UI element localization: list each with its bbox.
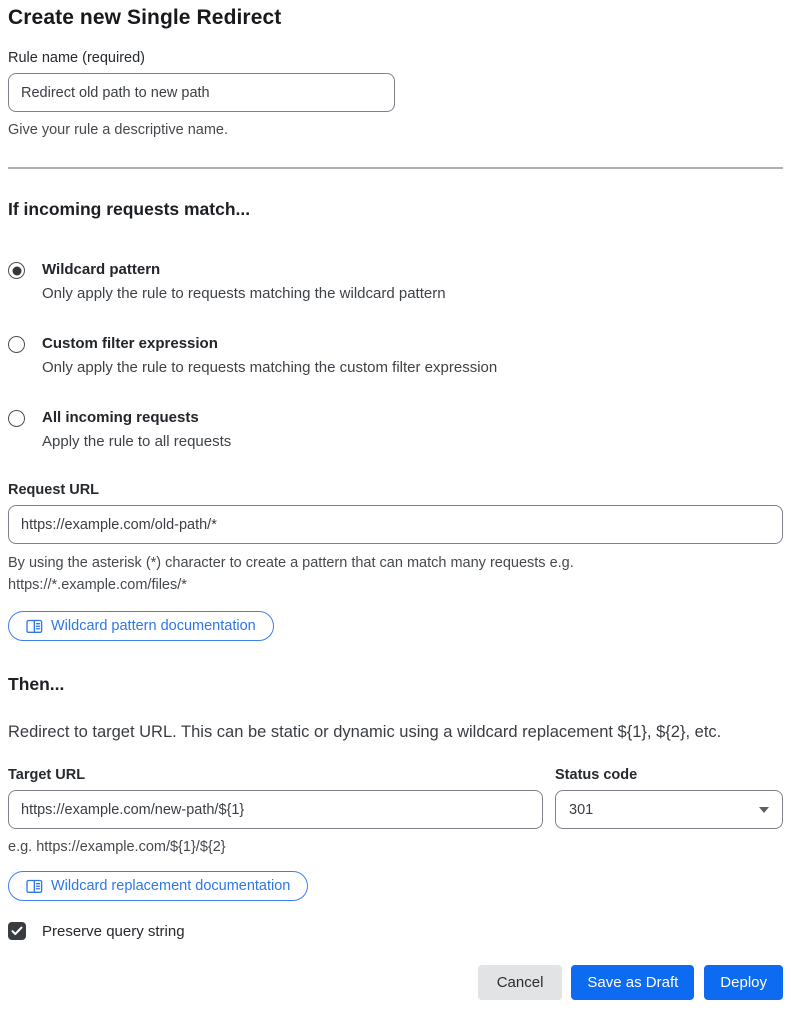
radio-unselected-icon[interactable] (8, 336, 25, 353)
wildcard-replacement-documentation-button[interactable] (8, 871, 308, 901)
request-url-label: Request URL (8, 482, 100, 498)
target-url-input[interactable] (8, 790, 543, 829)
radio-selected-icon[interactable] (8, 262, 25, 279)
target-url-label: Target URL (8, 767, 86, 783)
section-divider (8, 167, 783, 169)
radio-all-incoming-requests-label: All incoming requests (42, 409, 199, 426)
rule-name-label: Rule name (required) (8, 50, 146, 66)
preserve-query-string-row[interactable] (8, 922, 783, 940)
radio-wildcard-pattern-description: Only apply the rule to requests matching the wildcard pattern (42, 285, 446, 302)
target-and-status-row (8, 767, 783, 858)
page-title: Create new Single Redirect (8, 6, 282, 29)
status-code-label: Status code (555, 767, 638, 783)
checkbox-checked-icon[interactable] (8, 922, 26, 940)
request-url-input[interactable] (8, 505, 783, 544)
rule-name-input[interactable] (8, 73, 395, 112)
cancel-button[interactable]: Cancel (478, 965, 563, 1000)
chevron-down-icon (759, 807, 769, 813)
radio-custom-filter-expression-description: Only apply the rule to requests matching the custom filter expression (42, 359, 498, 376)
match-section-heading: If incoming requests match... (8, 199, 251, 219)
radio-wildcard-pattern-label: Wildcard pattern (42, 261, 161, 278)
radio-wildcard-pattern[interactable] (8, 260, 783, 304)
radio-unselected-icon[interactable] (8, 410, 25, 427)
match-type-radio-group (8, 260, 783, 452)
radio-custom-filter-expression-label: Custom filter expression (42, 335, 218, 352)
open-book-icon (26, 879, 43, 894)
then-section-heading: Then... (8, 674, 65, 694)
deploy-button[interactable]: Deploy (704, 965, 783, 1000)
check-icon (11, 926, 23, 936)
wildcard-pattern-documentation-label: Wildcard pattern documentation (51, 618, 256, 634)
rule-name-help: Give your rule a descriptive name. (8, 122, 229, 138)
wildcard-pattern-documentation-button[interactable] (8, 611, 274, 641)
wildcard-replacement-documentation-label: Wildcard replacement documentation (51, 878, 291, 894)
status-code-select[interactable] (555, 790, 783, 829)
open-book-icon (26, 619, 43, 634)
request-url-help-line2: https://*.example.com/files/* (8, 577, 187, 593)
request-url-help (8, 552, 783, 596)
radio-all-incoming-requests-description: Apply the rule to all requests (42, 433, 232, 450)
then-section-description: Redirect to target URL. This can be static or dynamic using a wildcard replacement ${1}, ${2}, etc. (8, 723, 722, 741)
request-url-help-line1: By using the asterisk (*) character to create a pattern that can match many requests e.g. (8, 555, 574, 571)
target-url-help: e.g. https://example.com/${1}/${2} (8, 839, 226, 855)
radio-custom-filter-expression[interactable] (8, 334, 783, 378)
preserve-query-string-label: Preserve query string (42, 922, 185, 940)
save-as-draft-button[interactable]: Save as Draft (571, 965, 694, 1000)
radio-all-incoming-requests[interactable] (8, 408, 783, 452)
status-code-selected-value: 301 (569, 801, 594, 818)
footer-actions (8, 965, 783, 1007)
